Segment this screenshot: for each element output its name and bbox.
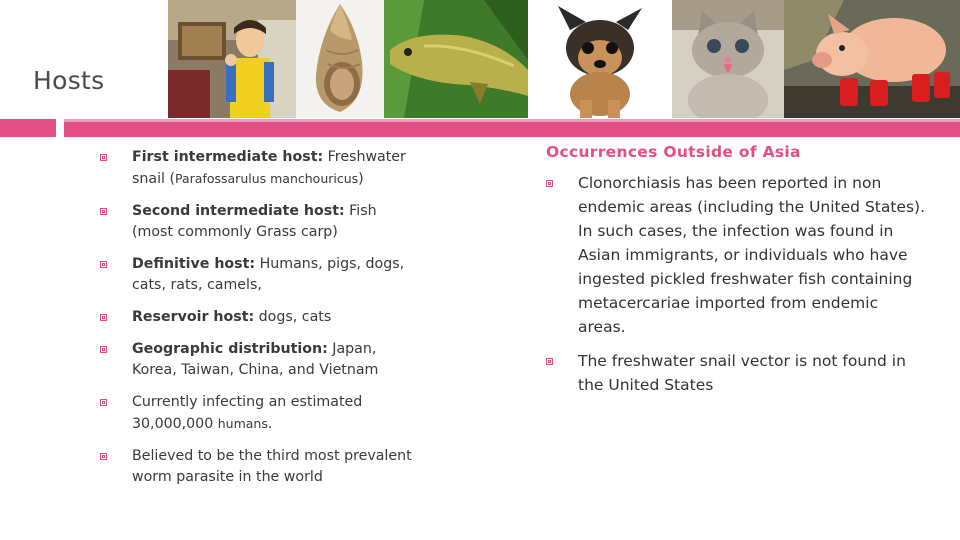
list-item: The freshwater snail vector is not found in the United States [546,349,926,397]
list-item: First intermediate host: Freshwater snail (Parafossarulus manchouricus) [100,147,420,190]
puppy-photo [528,0,672,118]
piglet-photo [784,0,960,118]
child-photo [168,0,296,118]
accent-bar-left [0,119,56,137]
kitten-photo [672,0,784,118]
slide-title: Hosts [33,66,105,95]
bullet-icon [100,346,107,353]
section-subtitle: Occurrences Outside of Asia [546,143,801,161]
list-item: Currently infecting an estimated 30,000,000 humans. [100,392,420,435]
hosts-list [100,147,420,499]
bullet-icon [100,399,107,406]
bullet-icon [100,261,107,268]
list-item: Clonorchiasis has been reported in non endemic areas (including the United States). In such cases, the infection was found in Asian immigrants, or individuals who have ingested pickled freshwater fish containing metacercariae imported from endemic areas. [546,171,926,339]
bullet-icon [100,453,107,460]
list-item: Definitive host: Humans, pigs, dogs, cats, rats, camels, [100,254,420,296]
bullet-icon [100,314,107,321]
bullet-icon [100,208,107,215]
list-item: Reservoir host: dogs, cats [100,307,420,328]
list-item: Geographic distribution: Japan, Korea, Taiwan, China, and Vietnam [100,339,420,381]
bullet-icon [546,358,553,365]
list-item: Believed to be the third most prevalent worm parasite in the world [100,446,420,488]
list-item: Second intermediate host: Fish (most commonly Grass carp) [100,201,420,243]
grass-carp-photo [384,0,528,118]
snail-shell-photo [296,0,384,118]
accent-bar-highlight [64,119,960,122]
bullet-icon [100,154,107,161]
bullet-icon [546,180,553,187]
occurrences-section [546,143,926,407]
